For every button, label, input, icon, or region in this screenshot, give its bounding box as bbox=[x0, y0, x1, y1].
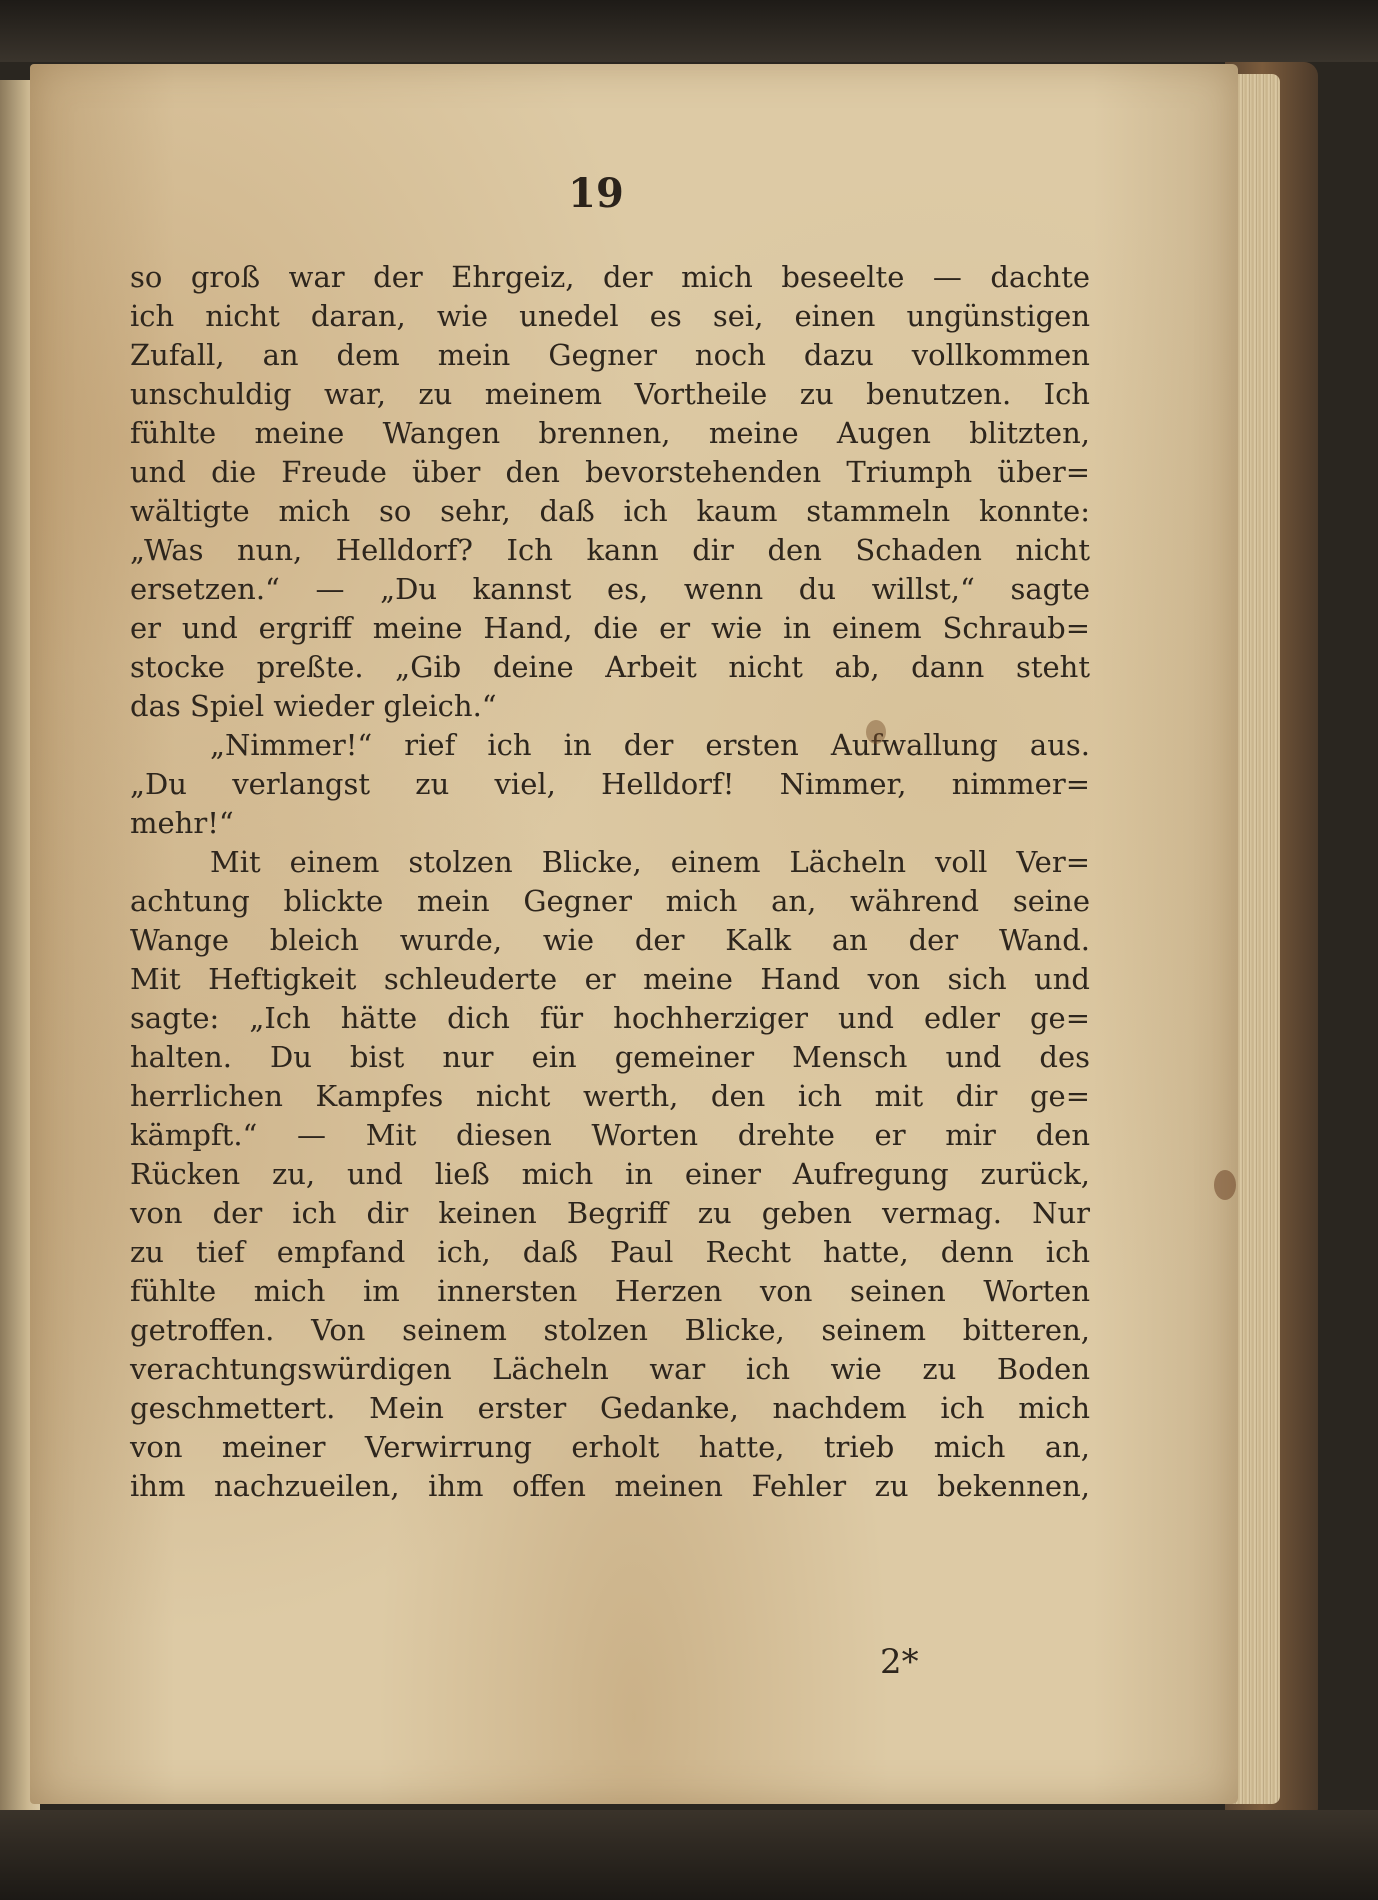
text-line: ich nicht daran, wie unedel es sei, einen ungünstigen bbox=[130, 299, 1090, 333]
text-line: halten. Du bist nur ein gemeiner Mensch und des bbox=[130, 1040, 1090, 1074]
text-line: geschmettert. Mein erster Gedanke, nachdem ich mich bbox=[130, 1391, 1090, 1425]
text-line: verachtungswürdigen Lächeln war ich wie zu Boden bbox=[130, 1352, 1090, 1386]
text-line: Wange bleich wurde, wie der Kalk an der Wand. bbox=[130, 923, 1090, 957]
text-line: Mit einem stolzen Blicke, einem Lächeln voll Ver= bbox=[210, 845, 1090, 879]
text-line: achtung blickte mein Gegner mich an, während seine bbox=[130, 884, 1090, 918]
text-line: stocke preßte. „Gib deine Arbeit nicht ab, dann steht bbox=[130, 650, 1090, 684]
text-line: sagte: „Ich hätte dich für hochherziger und edler ge= bbox=[130, 1001, 1090, 1035]
text-line: so groß war der Ehrgeiz, der mich beseelte — dachte bbox=[130, 260, 1090, 294]
scan-background-bottom bbox=[0, 1810, 1378, 1900]
ink-stain bbox=[866, 720, 886, 744]
text-line: ersetzen.“ — „Du kannst es, wenn du willst,“ sagte bbox=[130, 572, 1090, 606]
text-line: er und ergriff meine Hand, die er wie in einem Schraub= bbox=[130, 611, 1090, 645]
text-line: fühlte meine Wangen brennen, meine Augen blitzten, bbox=[130, 416, 1090, 450]
text-line: mehr!“ bbox=[130, 806, 234, 840]
text-line: „Nimmer!“ rief ich in der ersten Aufwallung aus. bbox=[210, 728, 1090, 762]
text-line: getroffen. Von seinem stolzen Blicke, seinem bitteren, bbox=[130, 1313, 1090, 1347]
text-line: das Spiel wieder gleich.“ bbox=[130, 689, 497, 723]
text-line: unschuldig war, zu meinem Vortheile zu benutzen. Ich bbox=[130, 377, 1090, 411]
scan-background-top bbox=[0, 0, 1378, 62]
text-line: „Was nun, Helldorf? Ich kann dir den Schaden nicht bbox=[130, 533, 1090, 567]
text-line: Mit Heftigkeit schleuderte er meine Hand von sich und bbox=[130, 962, 1090, 996]
text-line: herrlichen Kampfes nicht werth, den ich mit dir ge= bbox=[130, 1079, 1090, 1113]
text-line: „Du verlangst zu viel, Helldorf! Nimmer, nimmer= bbox=[130, 767, 1090, 801]
text-line: von meiner Verwirrung erholt hatte, trieb mich an, bbox=[130, 1430, 1090, 1464]
text-line: ihm nachzueilen, ihm offen meinen Fehler zu bekennen, bbox=[130, 1469, 1090, 1503]
signature-mark: 2* bbox=[880, 1642, 919, 1682]
text-line: und die Freude über den bevorstehenden Triumph über= bbox=[130, 455, 1090, 489]
text-line: fühlte mich im innersten Herzen von seinen Worten bbox=[130, 1274, 1090, 1308]
text-line: von der ich dir keinen Begriff zu geben vermag. Nur bbox=[130, 1196, 1090, 1230]
text-line: wältigte mich so sehr, daß ich kaum stammeln konnte: bbox=[130, 494, 1090, 528]
page-number: 19 bbox=[568, 170, 624, 217]
text-line: kämpft.“ — Mit diesen Worten drehte er mir den bbox=[130, 1118, 1090, 1152]
page-text bbox=[130, 258, 1090, 1506]
ink-stain bbox=[1214, 1170, 1236, 1200]
text-line: Rücken zu, und ließ mich in einer Aufregung zurück, bbox=[130, 1157, 1090, 1191]
text-line: Zufall, an dem mein Gegner noch dazu vollkommen bbox=[130, 338, 1090, 372]
text-line: zu tief empfand ich, daß Paul Recht hatte, denn ich bbox=[130, 1235, 1090, 1269]
